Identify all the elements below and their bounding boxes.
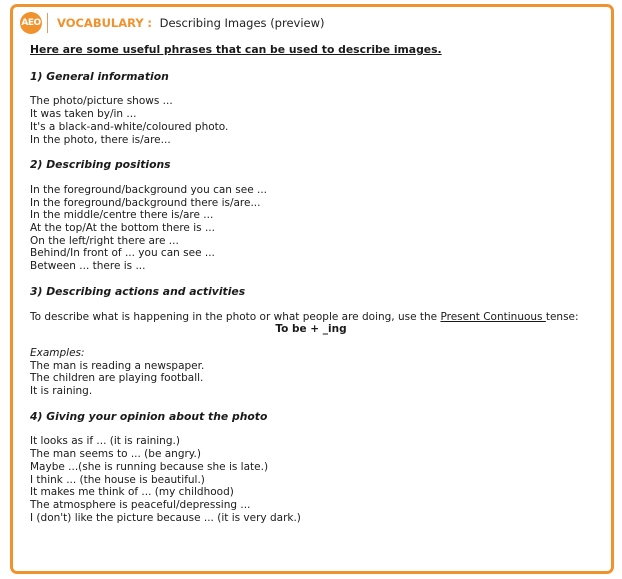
example-line: The man is reading a newspaper. [30, 359, 205, 372]
present-continuous-link[interactable]: Present Continuous [440, 310, 546, 323]
phrase-line: On the left/right there are ... [30, 234, 179, 247]
phrase-line: I think ... (the house is beautiful.) [30, 473, 205, 486]
phrase-line: Behind/In front of ... you can see ... [30, 247, 215, 260]
title-colon: : [147, 16, 152, 30]
section-general-lines [30, 95, 592, 146]
phrase-line: In the middle/centre there is/are ... [30, 209, 214, 222]
section-title-general: 1) General information [30, 69, 169, 83]
phrase-line: Maybe ...(she is running because she is late.) [30, 460, 269, 473]
phrase-line: In the foreground/background there is/are... [30, 196, 261, 209]
section-title-positions: 2) Describing positions [30, 158, 171, 172]
phrase-line: The photo/picture shows ... [30, 95, 173, 108]
title-category: VOCABULARY [57, 16, 144, 30]
example-line: The children are playing football. [30, 372, 204, 385]
grammar-formula: To be + _ing [275, 323, 347, 336]
header-bar [13, 7, 611, 37]
vocabulary-content [30, 44, 592, 537]
phrase-line: The man seems to ... (be angry.) [30, 448, 201, 461]
aeo-logo-icon: AEO [20, 12, 42, 34]
tense-description-end: tense: [545, 310, 579, 323]
examples-label: Examples: [30, 346, 85, 359]
section-title-actions: 3) Describing actions and activities [30, 284, 246, 298]
phrase-line: Between ... there is ... [30, 260, 146, 273]
phrase-line: It was taken by/in ... [30, 108, 137, 121]
section-positions-lines [30, 184, 592, 273]
phrase-line: In the photo, there is/are... [30, 133, 171, 146]
title-subtitle: Describing Images (preview) [159, 16, 325, 30]
tense-description [30, 311, 592, 324]
phrase-line: At the top/At the bottom there is ... [30, 222, 215, 235]
section-opinion-lines [30, 435, 592, 524]
phrase-line: It's a black-and-white/coloured photo. [30, 120, 229, 133]
phrase-line: The atmosphere is peaceful/depressing ... [30, 498, 251, 511]
phrase-line: In the foreground/background you can see ... [30, 183, 268, 196]
phrase-line: I (don't) like the picture because ... (it is very dark.) [30, 511, 301, 524]
intro-heading: Here are some useful phrases that can be used to describe images. [30, 43, 442, 56]
header-divider [47, 13, 48, 33]
phrase-line: It looks as if ... (it is raining.) [30, 435, 180, 448]
section-title-opinion: 4) Giving your opinion about the photo [30, 409, 268, 423]
phrase-line: It makes me think of ... (my childhood) [30, 486, 234, 499]
tense-description-text: To describe what is happening in the photo or what people are doing, use the [30, 310, 441, 323]
example-line: It is raining. [30, 385, 93, 398]
section-actions-lines [30, 347, 592, 398]
page-title [57, 16, 325, 30]
